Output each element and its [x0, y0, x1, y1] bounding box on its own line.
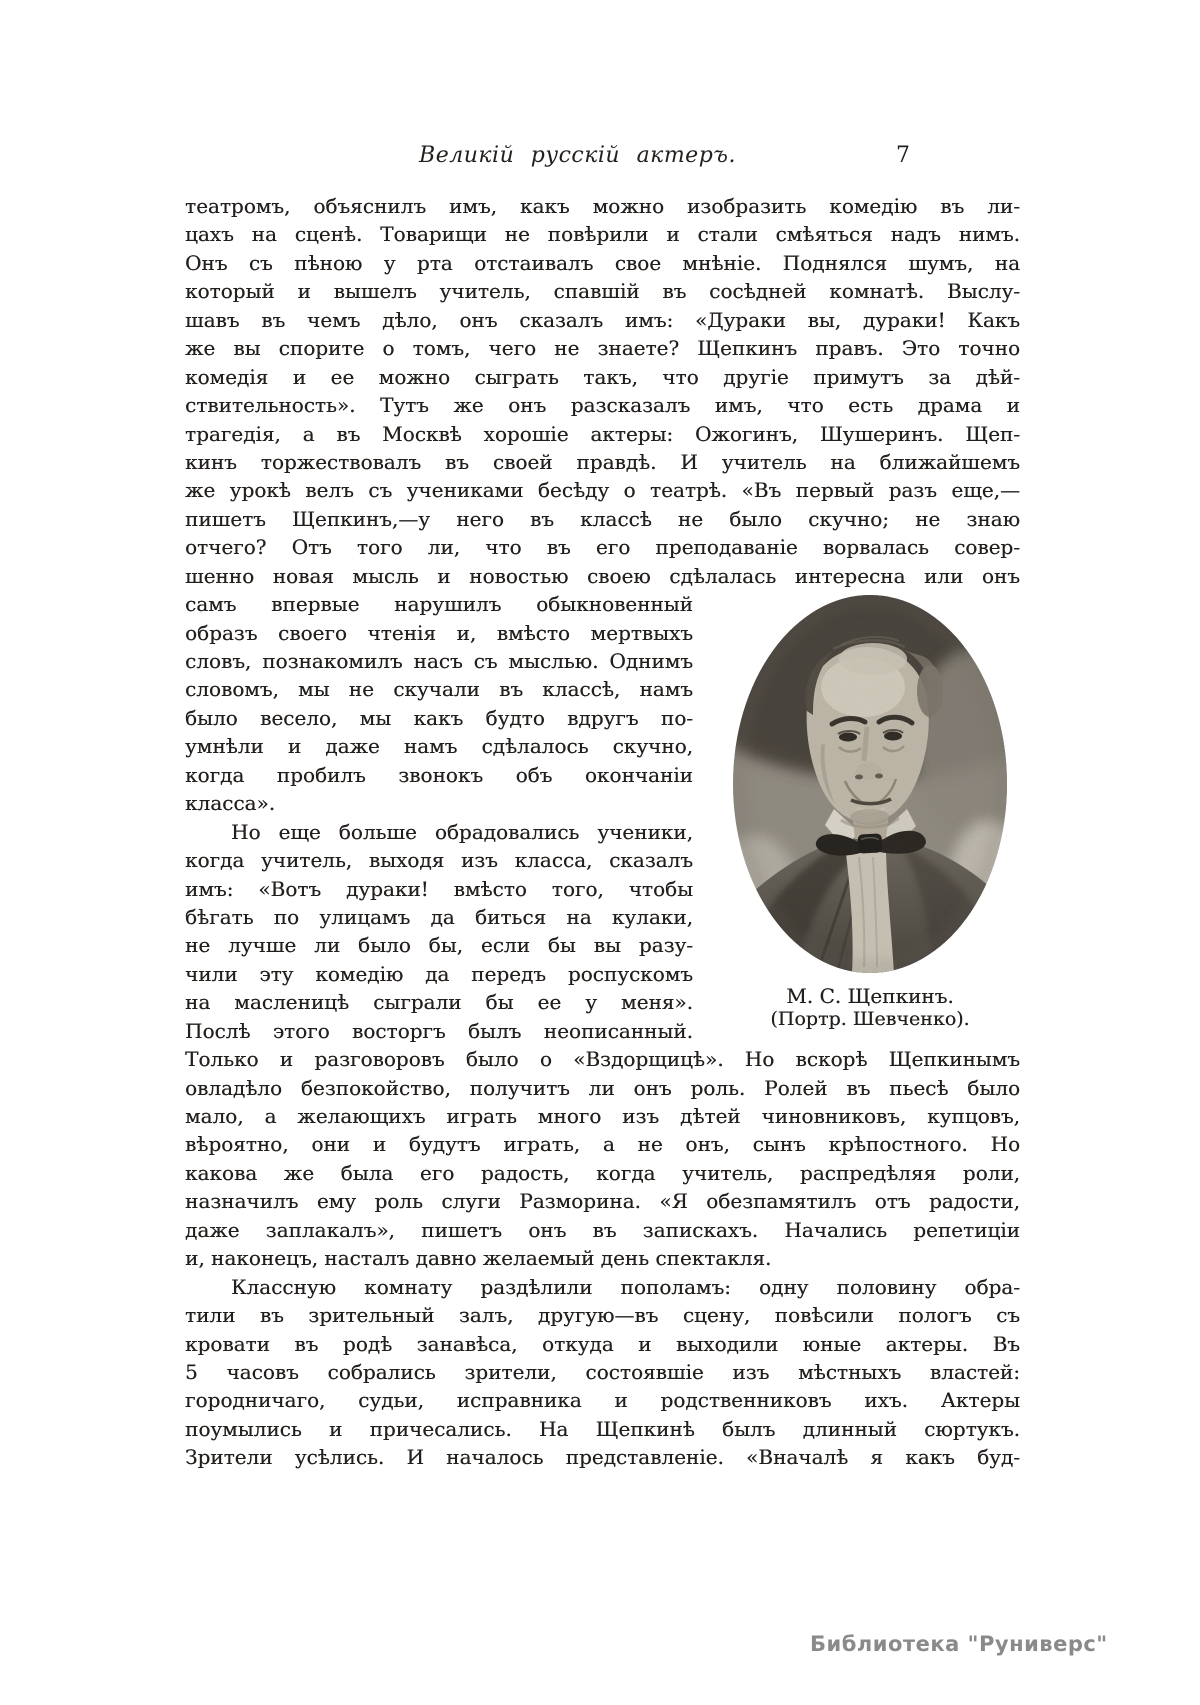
text-line: же вы спорите о томъ, чего не знаете? Щепкинъ правъ. Это точно: [185, 336, 1020, 361]
text-section-bottom: [185, 1045, 1020, 1472]
body-text: [185, 192, 1020, 1472]
text-line: не лучше ли было бы, если бы вы разу-: [185, 933, 693, 958]
text-line: даже заплакалъ», пишетъ онъ въ запискахъ. Начались репетиціи: [185, 1217, 1020, 1242]
text-line: и, наконецъ, насталъ давно желаемый день спектакля.: [185, 1246, 772, 1271]
text-line: городничаго, судьи, исправника и родственниковъ ихъ. Актеры: [185, 1388, 1020, 1413]
text-line: словъ, познакомилъ насъ съ мыслью. Однимъ: [185, 649, 693, 673]
text-line: Послѣ этого восторгъ былъ неописанный.: [185, 1018, 693, 1043]
text-line: кинъ торжествовалъ въ своей правдѣ. И учитель на ближайшемъ: [185, 449, 1020, 474]
page-title: Великій русскій актеръ.: [419, 143, 736, 168]
watermark: Библиотека "Руниверс": [810, 1632, 1108, 1656]
text-line: имъ: «Вотъ дураки! вмѣсто того, чтобы: [185, 876, 693, 901]
page-number: 7: [896, 143, 910, 168]
text-section-top: [185, 192, 1020, 590]
text-line: 5 часовъ собрались зрители, состоявшіе изъ мѣстныхъ властей:: [185, 1359, 1020, 1384]
text-line: цахъ на сценѣ. Товарищи не повѣрили и стали смѣяться надъ нимъ.: [185, 222, 1020, 247]
text-line: было весело, мы какъ будто вдругъ по-: [185, 705, 693, 730]
content-block: [185, 140, 1020, 1472]
text-line: словомъ, мы не скучали въ классѣ, намъ: [185, 677, 693, 702]
text-section-beside-portrait: [185, 590, 693, 1045]
text-line: Только и разговоровъ было о «Вздорщицѣ». Но вскорѣ Щепкинымъ: [185, 1047, 1020, 1072]
text-with-portrait-row: [185, 590, 1020, 1045]
text-line: мало, а желающихъ играть много изъ дѣтей чиновниковъ, купцовъ,: [185, 1104, 1020, 1128]
text-line: же урокѣ велъ съ учениками бесѣду о театрѣ. «Въ первый разъ еще,—: [185, 478, 1020, 503]
text-line: бѣгать по улицамъ да биться на кулаки,: [185, 904, 693, 929]
text-line: когда пробилъ звонокъ объ окончаніи: [185, 762, 693, 787]
portrait-caption-source: (Портр. Шевченко).: [770, 1008, 970, 1031]
text-line: Зрители усѣлись. И началось представленіе. «Вначалѣ я какъ буд-: [185, 1445, 1020, 1470]
text-line: Онъ съ пѣною у рта отстаивалъ свое мнѣніе. Поднялся шумъ, на: [185, 250, 1020, 275]
portrait-inner: [733, 595, 1007, 1031]
text-line: Но еще больше обрадовались ученики,: [231, 819, 693, 844]
text-line: умнѣли и даже намъ сдѣлалось скучно,: [185, 734, 693, 759]
running-head: [185, 140, 1020, 172]
text-line: вѣроятно, они и будутъ играть, а не онъ, сынъ крѣпостного. Но: [185, 1132, 1020, 1157]
text-line: какова же была его радость, когда учитель, распредѣляя роли,: [185, 1160, 1020, 1185]
text-line: театромъ, объяснилъ имъ, какъ можно изобразить комедію въ ли-: [185, 194, 1020, 218]
text-line: отчего? Отъ того ли, что въ его преподаваніе ворвалась совер-: [185, 535, 1020, 560]
text-line: ствительность». Тутъ же онъ разсказалъ имъ, что есть драма и: [185, 393, 1020, 418]
text-line: шавъ въ чемъ дѣло, онъ сказалъ имъ: «Дураки вы, дураки! Какъ: [185, 307, 1020, 332]
text-line: шенно новая мысль и новостью своею сдѣлалась интересна или онъ: [185, 563, 1020, 588]
portrait-caption-name: М. С. Щепкинъ.: [786, 984, 954, 1009]
text-line: класса».: [185, 791, 276, 816]
text-line: когда учитель, выходя изъ класса, сказалъ: [185, 848, 693, 873]
text-line: комедія и ее можно сыграть такъ, что другіе примутъ за дѣй-: [185, 364, 1020, 389]
text-line: на масленицѣ сыграли бы ее у меня».: [185, 990, 693, 1015]
text-line: кровати въ родѣ занавѣса, откуда и выходили юные актеры. Въ: [185, 1331, 1020, 1356]
text-line: самъ впервые нарушилъ обыкновенный: [185, 592, 693, 617]
text-line: назначилъ ему роль слуги Разморина. «Я обезпамятилъ отъ радости,: [185, 1189, 1020, 1214]
text-line: пишетъ Щепкинъ,—у него въ классѣ не было скучно; не знаю: [185, 506, 1020, 531]
text-line: поумылись и причесались. На Щепкинѣ былъ длинный сюртукъ.: [185, 1416, 1020, 1441]
text-line: овладѣло безпокойство, получитъ ли онъ роль. Ролей въ пьесѣ было: [185, 1075, 1020, 1100]
text-line: Классную комнату раздѣлили пополамъ: одну половину обра-: [231, 1274, 1020, 1299]
portrait-image: [733, 595, 1007, 973]
text-line: образъ своего чтенія и, вмѣсто мертвыхъ: [185, 620, 693, 645]
text-line: который и вышелъ учитель, спавшій въ сосѣдней комнатѣ. Выслу-: [185, 279, 1020, 304]
text-line: тили въ зрительный залъ, другую—въ сцену, повѣсили пологъ съ: [185, 1303, 1020, 1328]
text-line: чили эту комедію да передъ роспускомъ: [185, 961, 693, 986]
text-line: трагедія, а въ Москвѣ хорошіе актеры: Ожогинъ, Шушеринъ. Щеп-: [185, 421, 1020, 446]
portrait-figure: [693, 590, 1020, 1045]
